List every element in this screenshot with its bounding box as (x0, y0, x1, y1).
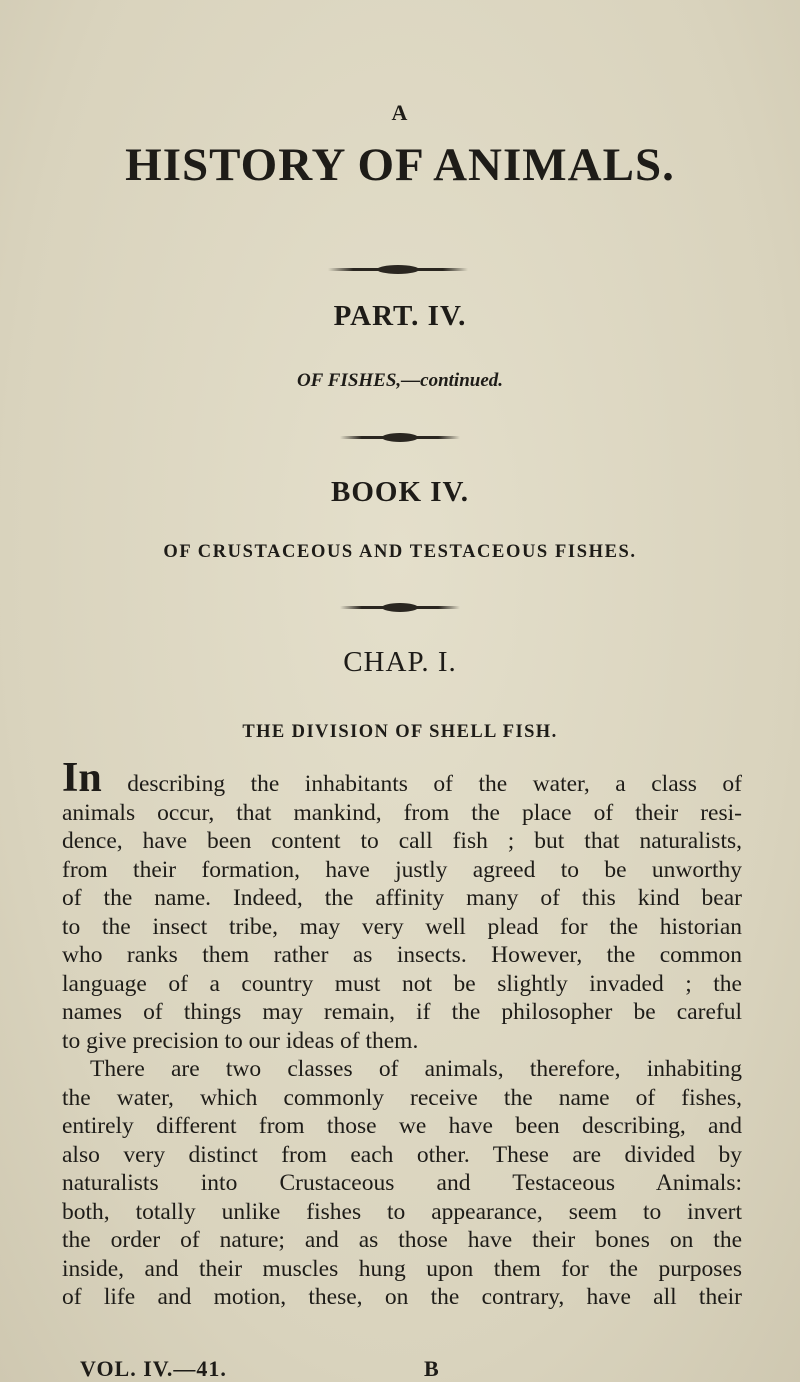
text-line-last-of-paragraph: to give precision to our ideas of them. (62, 1027, 419, 1054)
text-line: who ranks them rather as insects. However, the common (62, 942, 742, 968)
part-subtitle: OF FISHES,—continued. (296, 370, 504, 391)
ornamental-rule (340, 436, 460, 439)
text-line: dence, have been content to call fish ; but that naturalists, (62, 828, 742, 854)
text-line: the order of nature; and as those have their bones on the (62, 1227, 742, 1253)
text-line: animals occur, that mankind, from the place of their resi- (62, 799, 742, 826)
text-line: inside, and their muscles hung upon them for the purposes (62, 1255, 742, 1282)
text-line: naturalists into Crustaceous and Testaceous Animals: (62, 1170, 742, 1196)
book-title: HISTORY OF ANIMALS. (125, 139, 675, 191)
text-line: language of a country must not be slightly invaded ; the (62, 970, 742, 997)
text-line: also very distinct from each other. These are divided by (62, 1141, 742, 1168)
volume-signature: VOL. IV.—41. (80, 1356, 227, 1381)
text-line: entirely different from those we have been describing, and (62, 1113, 742, 1139)
text-line: from their formation, have justly agreed to be unworthy (62, 856, 742, 883)
text-line: the water, which commonly receive the name of fishes, (62, 1084, 742, 1111)
text-line-indented: There are two classes of animals, therefore, inhabiting (90, 1056, 742, 1082)
ornamental-rule (328, 268, 468, 271)
text-line: names of things may remain, if the philosopher be careful (62, 999, 742, 1025)
ornamental-rule (340, 606, 460, 609)
book-heading: BOOK IV. (330, 476, 469, 508)
chapter-title: THE DIVISION OF SHELL FISH. (242, 722, 558, 742)
text-line: both, totally unlike fishes to appearance, seem to invert (62, 1198, 742, 1225)
title-article: A (391, 100, 409, 125)
text-line: of life and motion, these, on the contrary, have all their (62, 1284, 742, 1310)
drop-cap: In (62, 755, 102, 801)
printer-signature-mark: B (424, 1356, 439, 1381)
book-subtitle: OF CRUSTACEOUS AND TESTACEOUS FISHES. (163, 542, 637, 562)
body-text (62, 755, 742, 1312)
chapter-heading: CHAP. I. (343, 646, 457, 678)
text-line: of the name. Indeed, the affinity many of this kind bear (62, 885, 742, 911)
part-heading: PART. IV. (333, 300, 467, 332)
text-line: to the insect tribe, may very well plead for the historian (62, 913, 742, 940)
text-line-first: In describing the inhabitants of the water, a class of (62, 755, 742, 801)
